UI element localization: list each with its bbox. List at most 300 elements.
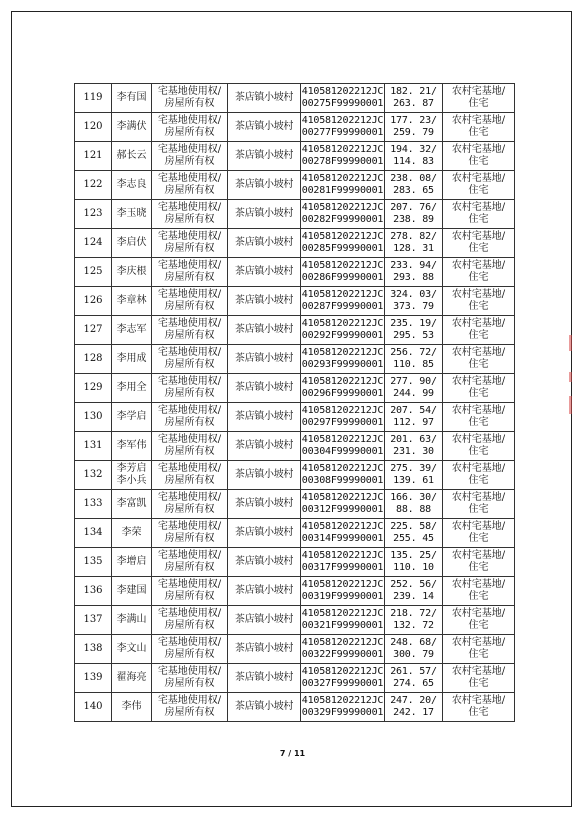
unit-code-line: 00319F99990001 [301,591,384,602]
unit-code-line: 410581202212JC [301,462,384,474]
right-type-line: 宅基地使用权/ [157,288,222,300]
location-cell: 茶店镇小坡村 [228,490,301,519]
records-table [74,83,515,722]
row-number-cell: 127 [75,316,112,345]
unit-code-line: 00282F99990001 [301,214,384,225]
right-type-line: 房屋所有权 [164,301,215,312]
unit-code-line: 410581202212JC [301,317,384,329]
row-number-cell: 128 [75,345,112,374]
row-number-cell: 133 [75,490,112,519]
location-cell: 茶店镇小坡村 [228,229,301,258]
right-type-line: 宅基地使用权/ [157,520,222,532]
unit-code-cell [301,664,385,693]
owner-name-line: 李用全 [116,381,147,393]
owner-name-line: 李玉晓 [116,207,147,219]
land-use-line: 住宅 [468,330,489,341]
owner-name-cell [112,142,152,171]
location-cell: 茶店镇小坡村 [228,142,301,171]
table-body [75,84,515,722]
land-use-cell [443,142,515,171]
row-number-cell: 124 [75,229,112,258]
right-type-line: 宅基地使用权/ [157,230,222,242]
right-type-line: 房屋所有权 [164,243,215,254]
row-number-cell: 123 [75,200,112,229]
area-line: 255. 45 [393,533,434,544]
unit-code-cell [301,287,385,316]
area-line: 293. 88 [393,272,434,283]
area-cell [385,374,443,403]
right-type-cell [152,664,228,693]
row-number-cell: 140 [75,693,112,722]
area-cell [385,258,443,287]
right-type-line: 房屋所有权 [164,359,215,370]
unit-code-line: 00281F99990001 [301,185,384,196]
unit-code-line: 00285F99990001 [301,243,384,254]
land-use-cell [443,374,515,403]
right-type-line: 宅基地使用权/ [157,114,222,126]
land-use-line: 住宅 [468,98,489,109]
area-cell [385,548,443,577]
area-line: 207. 54/ [390,404,437,416]
right-type-cell [152,403,228,432]
land-use-cell [443,432,515,461]
owner-name-line: 李荣 [121,526,142,538]
right-type-cell [152,519,228,548]
table-row [75,461,515,490]
owner-name-cell [112,635,152,664]
area-cell [385,490,443,519]
right-type-line: 房屋所有权 [164,475,215,486]
row-number-cell: 136 [75,577,112,606]
owner-name-line: 李富凯 [116,497,147,509]
unit-code-line: 410581202212JC [301,665,384,677]
unit-code-cell [301,316,385,345]
area-cell [385,316,443,345]
land-use-line: 住宅 [468,301,489,312]
land-use-line: 住宅 [468,156,489,167]
table-row [75,171,515,200]
owner-name-cell [112,693,152,722]
right-type-line: 房屋所有权 [164,417,215,428]
area-cell [385,84,443,113]
table-row [75,258,515,287]
owner-name-line: 李志良 [116,178,147,190]
right-type-line: 房屋所有权 [164,185,215,196]
unit-code-line: 00293F99990001 [301,359,384,370]
location-cell: 茶店镇小坡村 [228,258,301,287]
land-use-cell [443,229,515,258]
owner-name-cell [112,461,152,490]
land-use-line: 农村宅基地/ [451,491,506,503]
right-type-line: 房屋所有权 [164,591,215,602]
area-line: 242. 17 [393,707,434,718]
right-type-cell [152,142,228,171]
area-line: 235. 19/ [390,317,437,329]
unit-code-line: 00275F99990001 [301,98,384,109]
right-type-cell [152,258,228,287]
seal-edge-mark [569,396,572,414]
right-type-line: 房屋所有权 [164,649,215,660]
table-row [75,490,515,519]
area-cell [385,142,443,171]
table-row [75,693,515,722]
right-type-cell [152,171,228,200]
location-cell: 茶店镇小坡村 [228,113,301,142]
row-number-cell: 121 [75,142,112,171]
owner-name-line: 李学启 [116,410,147,422]
right-type-line: 宅基地使用权/ [157,143,222,155]
owner-name-cell [112,664,152,693]
area-cell [385,693,443,722]
location-cell: 茶店镇小坡村 [228,664,301,693]
land-use-cell [443,664,515,693]
area-cell [385,200,443,229]
area-cell [385,113,443,142]
land-use-line: 农村宅基地/ [451,230,506,242]
area-cell [385,229,443,258]
table-row [75,229,515,258]
unit-code-cell [301,229,385,258]
table-row [75,664,515,693]
location-cell: 茶店镇小坡村 [228,374,301,403]
land-use-line: 农村宅基地/ [451,694,506,706]
unit-code-cell [301,258,385,287]
unit-code-line: 00287F99990001 [301,301,384,312]
unit-code-line: 410581202212JC [301,375,384,387]
area-cell [385,171,443,200]
land-use-line: 住宅 [468,649,489,660]
row-number-cell: 138 [75,635,112,664]
land-use-cell [443,316,515,345]
unit-code-cell [301,519,385,548]
table-row [75,287,515,316]
right-type-cell [152,490,228,519]
owner-name-cell [112,316,152,345]
area-line: 247. 20/ [390,694,437,706]
right-type-line: 房屋所有权 [164,620,215,631]
land-use-line: 农村宅基地/ [451,201,506,213]
land-use-line: 住宅 [468,620,489,631]
right-type-cell [152,113,228,142]
right-type-line: 房屋所有权 [164,562,215,573]
land-use-line: 住宅 [468,475,489,486]
right-type-line: 宅基地使用权/ [157,317,222,329]
area-line: 238. 08/ [390,172,437,184]
land-use-cell [443,345,515,374]
unit-code-line: 00297F99990001 [301,417,384,428]
right-type-cell [152,287,228,316]
land-use-line: 农村宅基地/ [451,665,506,677]
owner-name-cell [112,287,152,316]
owner-name-cell [112,548,152,577]
right-type-line: 宅基地使用权/ [157,491,222,503]
owner-name-line: 李庆根 [116,265,147,277]
row-number-cell: 139 [75,664,112,693]
land-use-cell [443,200,515,229]
land-use-cell [443,171,515,200]
right-type-cell [152,577,228,606]
area-line: 128. 31 [393,243,434,254]
area-line: 114. 83 [393,156,434,167]
owner-name-cell [112,345,152,374]
owner-name-line: 李章林 [116,294,147,306]
area-line: 275. 39/ [390,462,437,474]
unit-code-cell [301,374,385,403]
location-cell: 茶店镇小坡村 [228,316,301,345]
area-cell [385,345,443,374]
land-use-line: 住宅 [468,562,489,573]
owner-name-line: 李建国 [116,584,147,596]
location-cell: 茶店镇小坡村 [228,200,301,229]
area-line: 177. 23/ [390,114,437,126]
right-type-line: 宅基地使用权/ [157,172,222,184]
row-number-cell: 126 [75,287,112,316]
area-line: 225. 58/ [390,520,437,532]
owner-name-line: 李有国 [116,91,147,103]
row-number-cell: 137 [75,606,112,635]
area-line: 132. 72 [393,620,434,631]
area-line: 207. 76/ [390,201,437,213]
unit-code-cell [301,142,385,171]
area-cell [385,432,443,461]
owner-name-line: 李增启 [116,555,147,567]
owner-name-cell [112,200,152,229]
owner-name-cell [112,258,152,287]
land-use-line: 住宅 [468,678,489,689]
row-number-cell: 134 [75,519,112,548]
right-type-line: 房屋所有权 [164,272,215,283]
land-use-cell [443,693,515,722]
area-line: 201. 63/ [390,433,437,445]
unit-code-line: 410581202212JC [301,433,384,445]
land-use-line: 农村宅基地/ [451,462,506,474]
table-row [75,606,515,635]
right-type-cell [152,635,228,664]
owner-name-cell [112,374,152,403]
location-cell: 茶店镇小坡村 [228,519,301,548]
area-line: 252. 56/ [390,578,437,590]
unit-code-line: 00304F99990001 [301,446,384,457]
table-row [75,316,515,345]
land-use-line: 农村宅基地/ [451,375,506,387]
table-row [75,403,515,432]
unit-code-line: 410581202212JC [301,607,384,619]
land-use-cell [443,403,515,432]
area-cell [385,577,443,606]
unit-code-line: 410581202212JC [301,549,384,561]
owner-name-line: 李伟 [121,700,142,712]
unit-code-line: 00327F99990001 [301,678,384,689]
table-row [75,142,515,171]
unit-code-line: 410581202212JC [301,288,384,300]
table-row [75,345,515,374]
area-line: 182. 21/ [390,85,437,97]
right-type-line: 房屋所有权 [164,678,215,689]
unit-code-line: 410581202212JC [301,85,384,97]
right-type-cell [152,606,228,635]
area-cell [385,606,443,635]
unit-code-line: 410581202212JC [301,491,384,503]
right-type-line: 宅基地使用权/ [157,462,222,474]
land-use-line: 住宅 [468,417,489,428]
land-use-line: 住宅 [468,446,489,457]
area-line: 110. 85 [393,359,434,370]
row-number-cell: 131 [75,432,112,461]
owner-name-line: 李启伏 [116,236,147,248]
row-number-cell: 120 [75,113,112,142]
unit-code-cell [301,577,385,606]
land-use-line: 住宅 [468,533,489,544]
area-line: 324. 03/ [390,288,437,300]
location-cell: 茶店镇小坡村 [228,577,301,606]
area-line: 244. 99 [393,388,434,399]
unit-code-line: 00277F99990001 [301,127,384,138]
land-use-cell [443,490,515,519]
unit-code-cell [301,432,385,461]
owner-name-line: 李志军 [116,323,147,335]
area-line: 261. 57/ [390,665,437,677]
owner-name-cell [112,84,152,113]
area-line: 231. 30 [393,446,434,457]
unit-code-line: 410581202212JC [301,694,384,706]
right-type-cell [152,345,228,374]
unit-code-line: 410581202212JC [301,578,384,590]
land-use-cell [443,113,515,142]
table-row [75,200,515,229]
unit-code-line: 00314F99990001 [301,533,384,544]
right-type-line: 宅基地使用权/ [157,404,222,416]
owner-name-cell [112,171,152,200]
right-type-line: 房屋所有权 [164,388,215,399]
area-line: 218. 72/ [390,607,437,619]
right-type-line: 房屋所有权 [164,156,215,167]
location-cell: 茶店镇小坡村 [228,432,301,461]
area-line: 166. 30/ [390,491,437,503]
row-number-cell: 125 [75,258,112,287]
unit-code-line: 00329F99990001 [301,707,384,718]
area-line: 248. 68/ [390,636,437,648]
location-cell: 茶店镇小坡村 [228,345,301,374]
area-line: 278. 82/ [390,230,437,242]
unit-code-line: 00292F99990001 [301,330,384,341]
owner-name-cell [112,519,152,548]
row-number-cell: 132 [75,461,112,490]
right-type-cell [152,374,228,403]
land-use-line: 农村宅基地/ [451,346,506,358]
owner-name-line: 郝长云 [116,149,147,161]
owner-name-line: 李芳启 [116,462,147,474]
land-use-cell [443,548,515,577]
unit-code-line: 410581202212JC [301,259,384,271]
unit-code-line: 00321F99990001 [301,620,384,631]
right-type-cell [152,432,228,461]
land-use-line: 住宅 [468,127,489,138]
area-line: 283. 65 [393,185,434,196]
table-row [75,374,515,403]
right-type-line: 宅基地使用权/ [157,85,222,97]
land-use-line: 农村宅基地/ [451,172,506,184]
area-line: 256. 72/ [390,346,437,358]
land-use-line: 住宅 [468,707,489,718]
land-use-cell [443,606,515,635]
area-line: 110. 10 [393,562,434,573]
right-type-line: 宅基地使用权/ [157,665,222,677]
right-type-cell [152,316,228,345]
owner-name-cell [112,403,152,432]
area-cell [385,635,443,664]
right-type-line: 宅基地使用权/ [157,636,222,648]
table-row [75,635,515,664]
owner-name-cell [112,577,152,606]
unit-code-cell [301,693,385,722]
land-use-cell [443,519,515,548]
land-use-line: 农村宅基地/ [451,259,506,271]
unit-code-line: 410581202212JC [301,404,384,416]
land-use-line: 农村宅基地/ [451,317,506,329]
table-row [75,113,515,142]
land-use-cell [443,635,515,664]
area-line: 274. 65 [393,678,434,689]
table-row [75,84,515,113]
area-cell [385,519,443,548]
unit-code-line: 410581202212JC [301,172,384,184]
area-line: 373. 79 [393,301,434,312]
unit-code-cell [301,490,385,519]
unit-code-line: 410581202212JC [301,520,384,532]
unit-code-line: 410581202212JC [301,201,384,213]
land-use-line: 农村宅基地/ [451,433,506,445]
area-cell [385,461,443,490]
unit-code-line: 00317F99990001 [301,562,384,573]
right-type-line: 宅基地使用权/ [157,578,222,590]
seal-edge-mark [569,335,572,351]
unit-code-line: 410581202212JC [301,114,384,126]
land-use-cell [443,461,515,490]
location-cell: 茶店镇小坡村 [228,606,301,635]
row-number-cell: 130 [75,403,112,432]
table-row [75,548,515,577]
unit-code-cell [301,403,385,432]
location-cell: 茶店镇小坡村 [228,548,301,577]
owner-name-line: 翟海亮 [116,671,147,683]
table-row [75,519,515,548]
right-type-line: 宅基地使用权/ [157,607,222,619]
right-type-line: 宅基地使用权/ [157,346,222,358]
right-type-line: 宅基地使用权/ [157,259,222,271]
land-use-line: 农村宅基地/ [451,636,506,648]
table-row [75,577,515,606]
land-use-cell [443,287,515,316]
location-cell: 茶店镇小坡村 [228,693,301,722]
unit-code-line: 00322F99990001 [301,649,384,660]
right-type-cell [152,229,228,258]
area-line: 135. 25/ [390,549,437,561]
unit-code-line: 410581202212JC [301,346,384,358]
owner-name-cell [112,432,152,461]
land-use-cell [443,84,515,113]
page-number: 7 / 11 [279,749,306,758]
right-type-line: 宅基地使用权/ [157,201,222,213]
unit-code-line: 00286F99990001 [301,272,384,283]
land-use-line: 住宅 [468,272,489,283]
unit-code-cell [301,171,385,200]
area-line: 194. 32/ [390,143,437,155]
land-use-line: 住宅 [468,388,489,399]
right-type-line: 宅基地使用权/ [157,694,222,706]
unit-code-line: 00296F99990001 [301,388,384,399]
unit-code-cell [301,113,385,142]
right-type-cell [152,548,228,577]
